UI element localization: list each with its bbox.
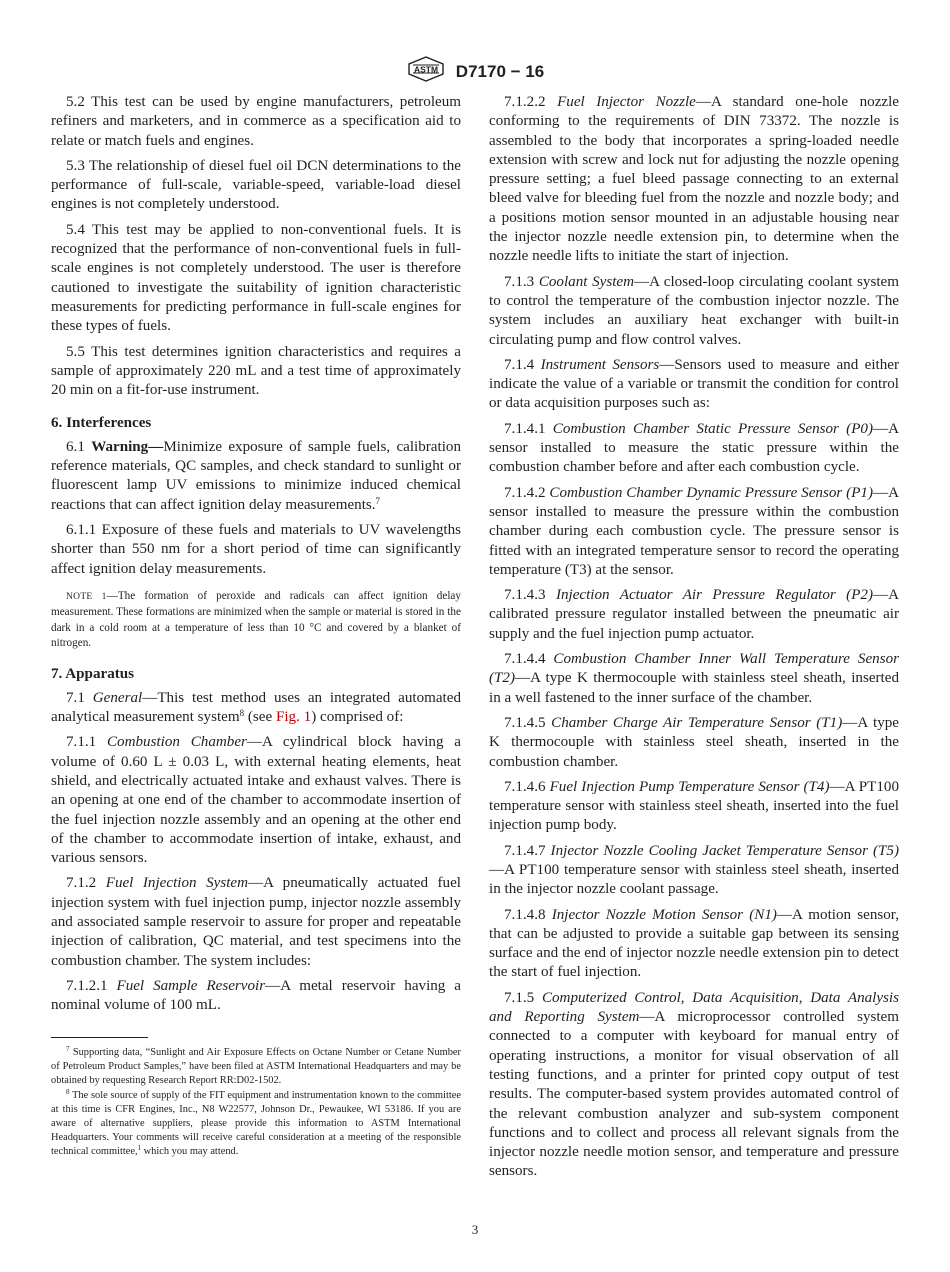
footnote-divider xyxy=(51,1037,148,1038)
footnote-8: $^8$ The sole source of supply of the FIT equipment and instrumentation known to the committee at this time is CFR Engines, Inc., N8 W22577, Johnson Dr., Pewaukee, WI 53186. If you are aware of alternative suppliers, please provide this information to ASTM International Headquarters. Your comments will receive careful consideration at a meeting of the responsible technical committee,$^1$ which you may attend. xyxy=(51,1088,461,1157)
section-7-1-4-3: 7.1.4.3 Injection Actuator Air Pressure Regulator (P2)—A calibrated pressure regulator installed between the pneumatic air supply and the fuel injection pump actuator. xyxy=(489,587,899,642)
section-7-1-4-5: 7.1.4.5 Chamber Charge Air Temperature Sensor (T1)—A type K thermocouple with stainless steel sheath, inserted in the combustion chamber. xyxy=(489,714,899,770)
footnote-ref-7[interactable]: 7 xyxy=(375,495,381,506)
heading-apparatus: 7. Apparatus xyxy=(51,666,135,683)
section-7-1-3: 7.1.3 Coolant System—A closed-loop circulating coolant system to control the temperature of the combustion injector nozzle. The system includes an auxiliary heat exchanger with built-in circulating pump and flow control valves. xyxy=(489,273,899,348)
section-5-4: 5.4 This test may be applied to non-conventional fuels. It is recognized that the performance of non-conventional fuels in full-scale engines is not completely understood. The user is therefore cautioned to investigate the suitability of ignition characteristic measurements for predicting performance in full-scale engines for these types of fuels. xyxy=(51,221,461,335)
section-6-1: 6.1 Warning—Minimize exposure of sample fuels, calibration reference materials, QC samples, and check standard to sunlight or fluorescent lamp UV emissions to minimize induced chemical reactions that can affect ignition delay measurements.$^7$ xyxy=(51,438,461,513)
section-7-1-4: 7.1.4 Instrument Sensors—Sensors used to measure and either indicate the value of a variable or transmit the condition for control or data acquisition purposes such as: xyxy=(489,356,899,412)
left-column xyxy=(51,93,461,1022)
right-column xyxy=(489,93,899,1188)
section-7-1-1: 7.1.1 Combustion Chamber—A cylindrical block having a volume of 0.60 L ± 0.03 L, with external heating elements, heat shield, and electrically actuated intake and exhaust valves. There is an opening at one end of the chamber to accommodate insertion of the fuel injection nozzle assembly and an opening at the other end of the chamber to accommodate insertion of intake, exhaust, and various sensors. xyxy=(51,734,461,867)
section-7-1-4-8: 7.1.4.8 Injector Nozzle Motion Sensor (N1)—A motion sensor, that can be adjusted to provide a suitable gap between its sensing surface and the end of injector nozzle needle extension pin to detect the start of fuel injection. xyxy=(489,906,899,981)
section-7-1-5: 7.1.5 Computerized Control, Data Acquisition, Data Analysis and Reporting System—A microprocessor controlled system connected to a computer with keyboard for manual entry of operating instructions, a monitor for visual observation of all testing functions, and a printer for printed copy output of test results. The computer-based system provides automated control of the relevant combustion analyzer and sub-system component functions and to collect and process all relevant signals from the injector nozzle needle motion sensor, and temperature and pressure sensors. xyxy=(489,989,899,1180)
footnotes xyxy=(51,1046,461,1160)
note-1: NOTE 1—The formation of peroxide and radicals can affect ignition delay measurement. These formations are minimized when the sample or material is stored in the dark in a cold room at a temperature of less than 10 °C and covered by a blanket of nitrogen. xyxy=(51,589,461,650)
section-6-1-1: 6.1.1 Exposure of these fuels and materials to UV wavelengths shorter than 550 nm for a short period of time can significantly affect ignition delay measurements. xyxy=(51,521,461,577)
section-7-1-4-7: 7.1.4.7 Injector Nozzle Cooling Jacket Temperature Sensor (T5)—A PT100 temperature sensor with stainless steel sheath, inserted in the injector nozzle coolant passage. xyxy=(489,842,899,898)
section-5-3: 5.3 The relationship of diesel fuel oil DCN determinations to the performance of full-scale, variable-speed, variable-load diesel engines is not completely understood. xyxy=(51,157,461,213)
section-7-1-4-6: 7.1.4.6 Fuel Injection Pump Temperature Sensor (T4)—A PT100 temperature sensor with stainless steel sheath, inserted into the fuel injection pump body. xyxy=(489,778,899,834)
section-7-1-4-1: 7.1.4.1 Combustion Chamber Static Pressure Sensor (P0)—A sensor installed to measure the static pressure within the combustion chamber before and after each combustion cycle. xyxy=(489,420,899,476)
section-5-2: 5.2 This test can be used by engine manufacturers, petroleum refiners and marketers, and in commerce as a specification aid to relate or match fuels and engines. xyxy=(51,94,461,149)
section-7-1: 7.1 General—This test method uses an integrated automated analytical measurement system$^8$ (see Fig. 1) comprised of: xyxy=(51,689,461,726)
section-5-5: 5.5 This test determines ignition characteristics and requires a sample of approximately 220 mL and a test time of approximately 20 min on a fit-for-use instrument. xyxy=(51,343,461,399)
section-7-1-4-2: 7.1.4.2 Combustion Chamber Dynamic Pressure Sensor (P1)—A sensor installed to measure the pressure within the combustion chamber during each combustion cycle. The pressure sensor is fitted with an integrated temperature sensor to record the operating temperature (T3) at the sensor. xyxy=(489,484,899,578)
page-header xyxy=(0,56,950,87)
svg-text:ASTM: ASTM xyxy=(413,64,438,75)
footnote-7: $^7$ Supporting data, “Sunlight and Air Exposure Effects on Octane Number or Cetane Number of Petroleum Product Samples,” have been filed at ASTM International Headquarters and may be obtained by requesting Research Report RR:D02-1502. xyxy=(51,1045,461,1086)
section-7-1-2-1: 7.1.2.1 Fuel Sample Reservoir—A metal reservoir having a nominal volume of 100 mL. xyxy=(51,977,461,1014)
astm-logo-icon xyxy=(406,56,446,87)
footnote-ref-8[interactable]: 8 xyxy=(239,708,245,719)
page-number: 3 xyxy=(471,1222,479,1237)
section-7-1-2: 7.1.2 Fuel Injection System—A pneumatically actuated fuel injection system with fuel injection pump, injector nozzle assembly and associated sample reservoir to assure for proper and repeatable injection of calibration, QC material, and test specimens into the combustion chamber. The system includes: xyxy=(51,875,461,969)
heading-interferences: 6. Interferences xyxy=(51,415,152,432)
section-7-1-4-4: 7.1.4.4 Combustion Chamber Inner Wall Temperature Sensor (T2)—A type K thermocouple with stainless steel sheath, inserted in a well fastened to the inner surface of the chamber. xyxy=(489,651,899,706)
fig-1-link[interactable]: Fig. 1 xyxy=(275,709,312,726)
standard-designation: D7170 − 16 xyxy=(455,61,545,81)
section-7-1-2-2: 7.1.2.2 Fuel Injector Nozzle—A standard one-hole nozzle conforming to the requirements of DIN 73372. The nozzle is assembled to the body that incorporates a spring-loaded needle extension with screw and lock nut for adjusting the nozzle opening pressure setting; a fuel bleed passage connecting to an external bleed valve for bleeding fuel from the nozzle and nozzle body; and a positions motion sensor mounted in an adjustable housing near the injector nozzle needle extension pin, to determine when the nozzle needle lifts to initiate the start of injection. xyxy=(489,94,899,265)
